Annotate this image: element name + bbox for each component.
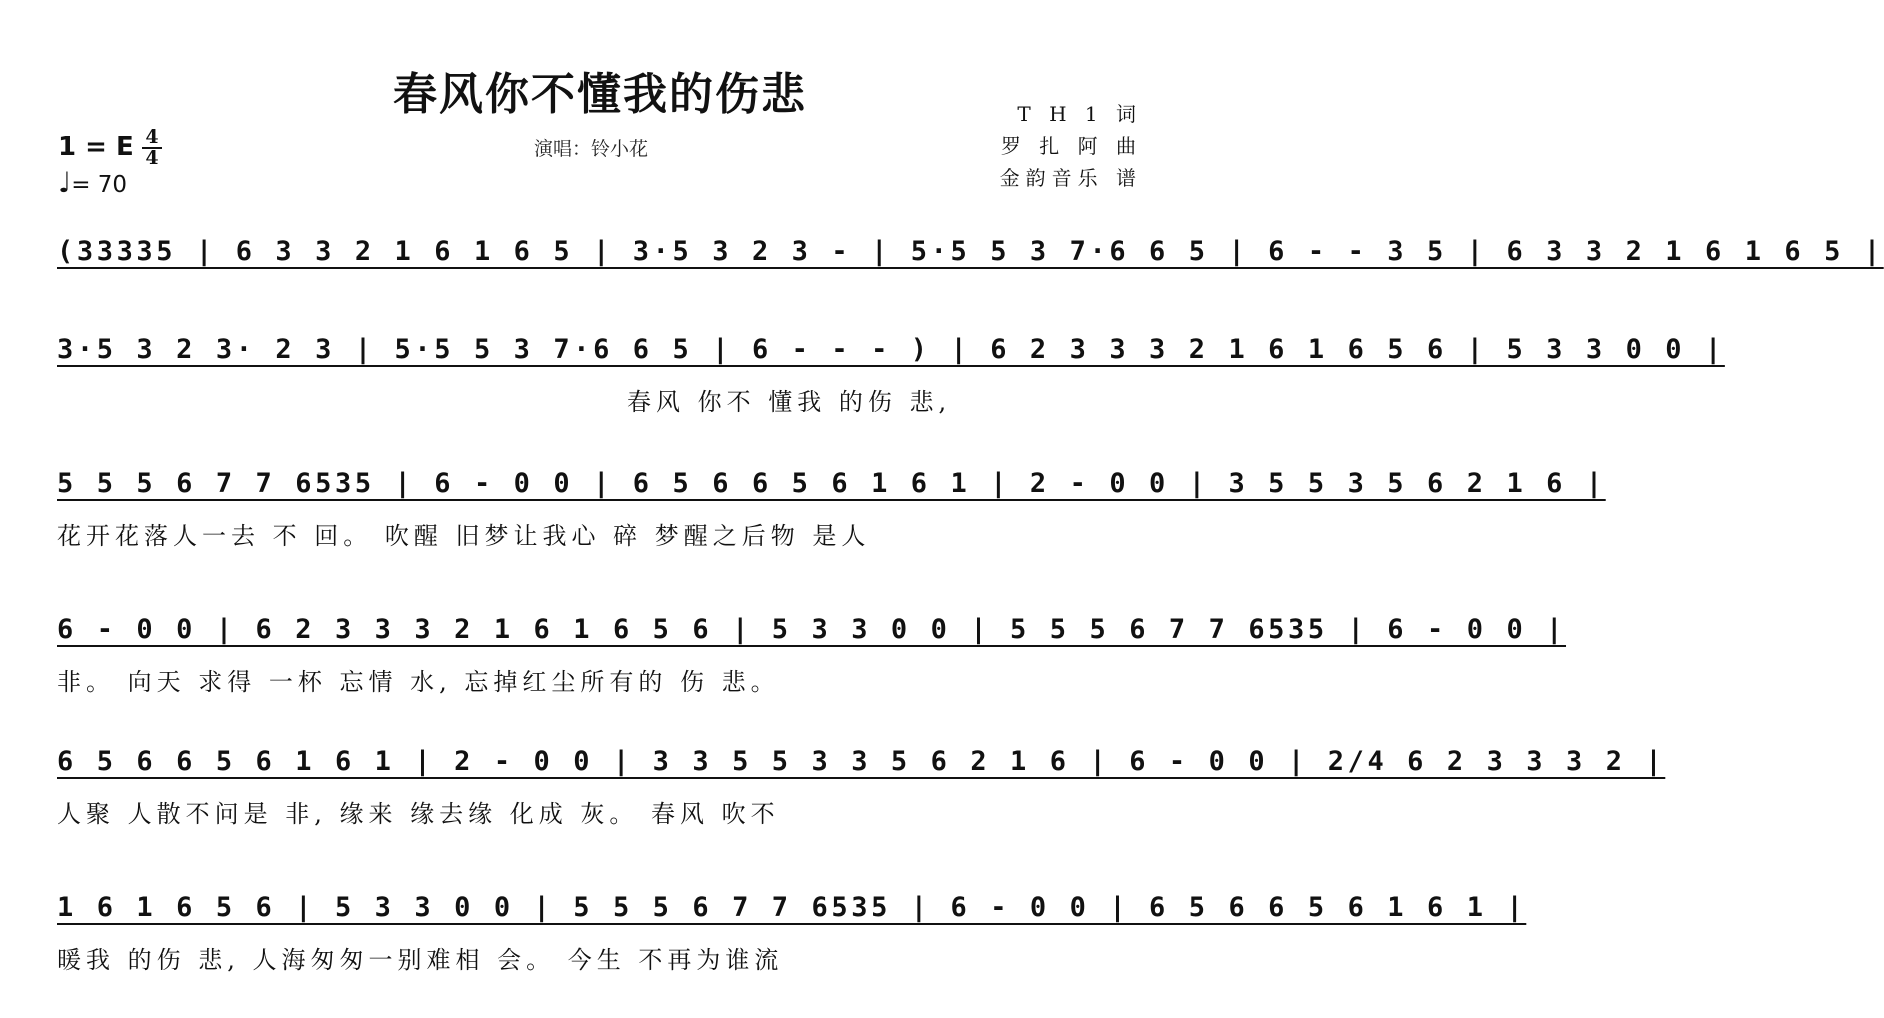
score-row xyxy=(57,468,1606,550)
score-row xyxy=(57,746,1666,828)
singer-line: 演唱：铃小花 xyxy=(534,138,649,160)
lyrics-line: 非。 向天 求得 一杯 忘情 水, 忘掉红尘所有的 伤 悲。 xyxy=(57,668,780,696)
notation-line: 3·5 3 2 3· 2 3 | 5·5 5 3 7·6 6 5 | 6 - - - ) | 6 2 3 3 3 2 1 6 1 6 5 6 | 5 3 3 0 0 | xyxy=(57,334,1725,365)
score-row xyxy=(57,334,1725,416)
score-row xyxy=(57,892,1527,974)
time-signature-denominator: 4 xyxy=(145,147,159,169)
score-row xyxy=(57,236,1884,276)
lyrics-line: 花开花落人一去 不 回。 吹醒 旧梦让我心 碎 梦醒之后物 是人 xyxy=(57,522,871,550)
tempo-marking xyxy=(58,166,127,199)
notation-line: 5 5 5 6 7 7 6535 | 6 - 0 0 | 6 5 6 6 5 6 1 6 1 | 2 - 0 0 | 3 5 5 3 5 6 2 1 6 | xyxy=(57,468,1606,499)
lyrics-line: 春风 你不 懂我 的伤 悲, xyxy=(627,388,952,416)
quarter-note-icon: ♩ xyxy=(58,166,72,199)
notation-line: 6 - 0 0 | 6 2 3 3 3 2 1 6 1 6 5 6 | 5 3 3 0 0 | 5 5 5 6 7 7 6535 | 6 - 0 0 | xyxy=(57,614,1567,645)
lyricist-credit: T H 1 词 xyxy=(1017,102,1142,126)
composer-credit: 罗 扎 阿 曲 xyxy=(1000,134,1142,158)
lyrics-line: 暖我 的伤 悲, 人海匆匆一别难相 会。 今生 不再为谁流 xyxy=(57,946,784,974)
song-title: 春风你不懂我的伤悲 xyxy=(393,69,807,120)
notation-line: (33335 | 6 3 3 2 1 6 1 6 5 | 3·5 3 2 3 - | 5·5 5 3 7·6 6 5 | 6 - - 3 5 | 6 3 3 2 1 6 1 6 5 | xyxy=(57,236,1884,267)
notation-line: 1 6 1 6 5 6 | 5 3 3 0 0 | 5 5 5 6 7 7 6535 | 6 - 0 0 | 6 5 6 6 5 6 1 6 1 | xyxy=(57,892,1527,923)
transcriber-credit: 金韵音乐 谱 xyxy=(999,166,1142,190)
score-row xyxy=(57,614,1567,696)
tempo-value: = 70 xyxy=(71,172,128,198)
notation-line: 6 5 6 6 5 6 1 6 1 | 2 - 0 0 | 3 3 5 5 3 3 5 6 2 1 6 | 6 - 0 0 | 2/4 6 2 3 3 3 2 | xyxy=(57,746,1666,777)
time-signature xyxy=(142,128,162,168)
lyrics-line: 人聚 人散不问是 非, 缘来 缘去缘 化成 灰。 春风 吹不 xyxy=(57,800,780,828)
time-signature-numerator: 4 xyxy=(142,128,162,149)
credits xyxy=(1000,98,1142,194)
key-signature: 1 = E xyxy=(58,132,134,162)
